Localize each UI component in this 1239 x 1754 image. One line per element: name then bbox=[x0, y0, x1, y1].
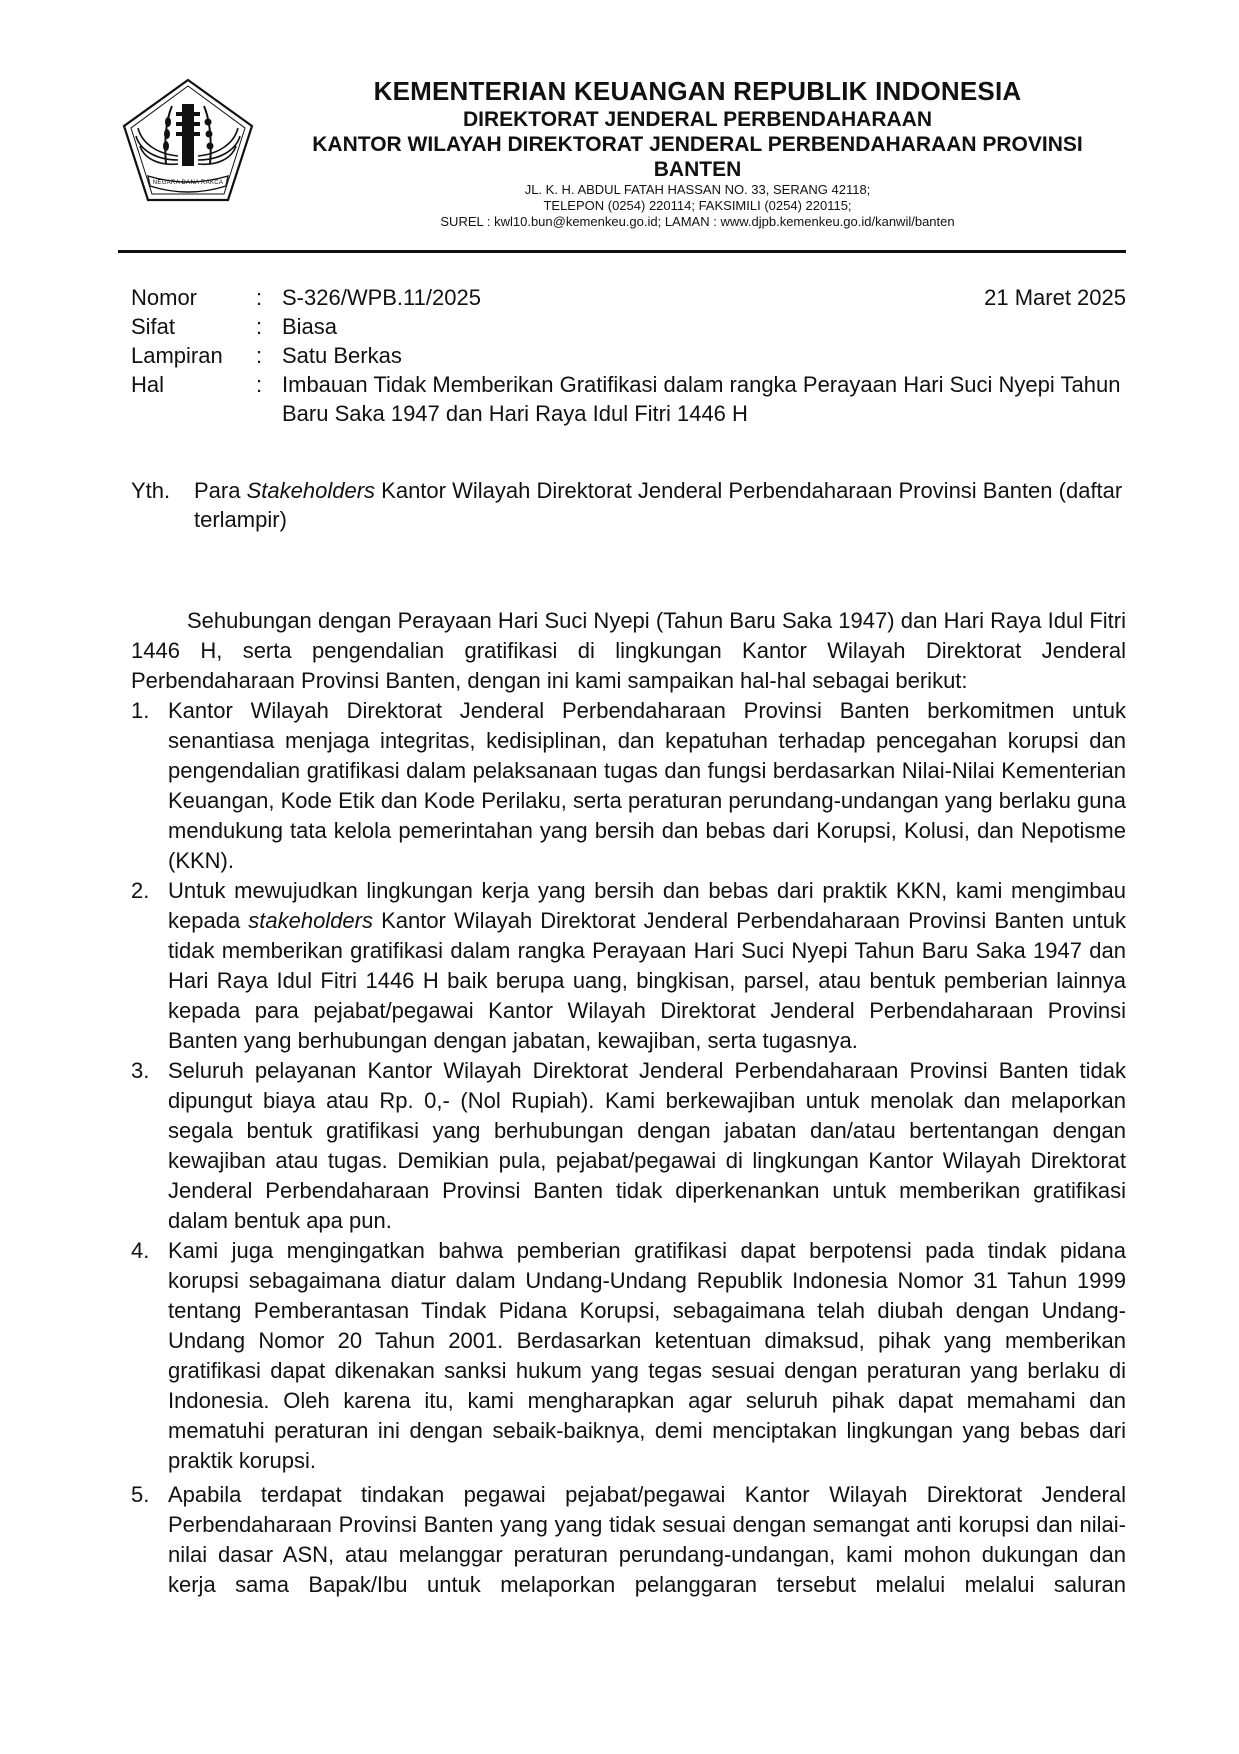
hal-value: Imbauan Tidak Memberikan Gratifikasi dalam rangka Perayaan Hari Suci Nyepi Tahun Baru Saka 1947 dan Hari Raya Idul Fitri 1446 H bbox=[282, 372, 1121, 426]
list-item-text: Kantor Wilayah Direktorat Jenderal Perbendaharaan Provinsi Banten berkomitmen untuk senantiasa menjaga integritas, kedisiplinan, dan kepatuhan terhadap pencegahan korupsi dan pengendalian gratifikasi dalam pelaksanaan tugas dan fungsi berdasarkan Nilai-Nilai Kementerian Keuangan, Kode Etik dan Kode Perilaku, serta peraturan perundang-undangan yang berlaku guna mendukung tata kelola pemerintahan yang bersih dan bebas dari Korupsi, Kolusi, dan Nepotisme (KKN). bbox=[168, 698, 1126, 873]
list-item-number: 5. bbox=[131, 1482, 150, 1507]
hal-row bbox=[131, 370, 1126, 428]
list-item bbox=[131, 876, 1126, 1056]
office-name-line2: BANTEN bbox=[653, 158, 742, 181]
recipient-label: Yth. bbox=[131, 478, 171, 503]
nomor-value: S-326/WPB.11/2025 bbox=[282, 285, 481, 310]
directorate-name: DIREKTORAT JENDERAL PERBENDAHARAAN bbox=[462, 108, 933, 131]
recipient-text bbox=[194, 476, 1126, 534]
letterhead bbox=[270, 76, 1125, 230]
numbered-list bbox=[131, 696, 1126, 1600]
recipient-rest: Kantor Wilayah Direktorat Jenderal Perbendaharaan Provinsi Banten (daftar terlampir) bbox=[194, 478, 1123, 532]
list-item-text bbox=[168, 876, 1126, 1056]
list-item-text: Seluruh pelayanan Kantor Wilayah Direktorat Jenderal Perbendaharaan Provinsi Banten tidak dipungut biaya atau Rp. 0,- (Nol Rupiah). Kami berkewajiban untuk menolak dan melaporkan segala bentuk gratifikasi yang berhubungan dengan jabatan dan/atau bertentangan dengan kewajiban atau tugas. Demikian pula, pejabat/pegawai di lingkungan Kantor Wilayah Direktorat Jenderal Perbendaharaan Provinsi Banten tidak diperkenankan untuk memberikan gratifikasi dalam bentuk apa pun. bbox=[168, 1058, 1126, 1233]
letter-body bbox=[131, 606, 1126, 1600]
list-item-text-a: Untuk mewujudkan lingkungan kerja yang bersih dan bebas dari praktik KKN, kami mengimbau kepada bbox=[168, 878, 1126, 933]
list-item bbox=[131, 1480, 1126, 1600]
nomor-label: Nomor bbox=[131, 285, 198, 310]
nomor-row bbox=[131, 283, 1126, 312]
list-item-number: 1. bbox=[131, 698, 150, 723]
lampiran-value: Satu Berkas bbox=[282, 343, 402, 368]
list-item-text: Apabila terdapat tindakan pegawai pejabat/pegawai Kantor Wilayah Direktorat Jenderal Perbendaharaan Provinsi Banten yang yang tidak sesuai dengan semangat anti korupsi dan nilai-nilai dasar ASN, atau melanggar peraturan perundang-undangan, kami mohon dukungan dan kerja sama Bapak/Ibu untuk melaporkan pelanggaran tersebut melalui melalui saluran bbox=[168, 1482, 1126, 1597]
colon: : bbox=[256, 314, 263, 339]
recipient-stakeholders: Stakeholders bbox=[246, 478, 376, 503]
list-item-number: 4. bbox=[131, 1238, 150, 1263]
recipient-block bbox=[131, 476, 1126, 534]
colon: : bbox=[256, 285, 263, 310]
intro-paragraph: Sehubungan dengan Perayaan Hari Suci Nyepi (Tahun Baru Saka 1947) dan Hari Raya Idul Fitri 1446 H, serta pengendalian gratifikasi di lingkungan Kantor Wilayah Direktorat Jenderal Perbendaharaan Provinsi Banten, dengan ini kami sampaikan hal-hal sebagai berikut: bbox=[131, 608, 1126, 693]
office-name-line1: KANTOR WILAYAH DIREKTORAT JENDERAL PERBENDAHARAAN PROVINSI bbox=[312, 133, 1083, 156]
letterhead-divider bbox=[118, 250, 1126, 253]
sifat-value: Biasa bbox=[282, 314, 338, 339]
list-item bbox=[131, 1056, 1126, 1236]
list-item-number: 2. bbox=[131, 878, 150, 903]
office-address: JL. K. H. ABDUL FATAH HASSAN NO. 33, SERANG 42118; bbox=[524, 182, 871, 197]
office-email-web: SUREL : kwl10.bun@kemenkeu.go.id; LAMAN : www.djpb.kemenkeu.go.id/kanwil/banten bbox=[440, 214, 955, 229]
list-item bbox=[131, 1236, 1126, 1476]
ministry-name: KEMENTERIAN KEUANGAN REPUBLIK INDONESIA bbox=[373, 76, 1022, 106]
list-item-number: 3. bbox=[131, 1058, 150, 1083]
letter-meta bbox=[131, 283, 1126, 428]
lampiran-label: Lampiran bbox=[131, 343, 223, 368]
list-item-stakeholders: stakeholders bbox=[248, 908, 373, 933]
colon: : bbox=[256, 343, 263, 368]
lampiran-row bbox=[131, 341, 1126, 370]
office-phone: TELEPON (0254) 220114; FAKSIMILI (0254) 220115; bbox=[543, 198, 852, 213]
recipient-prefix: Para bbox=[194, 478, 241, 503]
list-item-text-b: Kantor Wilayah Direktorat Jenderal Perbendaharaan Provinsi Banten untuk tidak memberikan gratifikasi dalam rangka Perayaan Hari Suci Nyepi Tahun Baru Saka 1947 dan Hari Raya Idul Fitri 1446 H baik berupa uang, bingkisan, parsel, atau bentuk pemberian lainnya kepada para pejabat/pegawai Kantor Wilayah Direktorat Jenderal Perbendaharaan Provinsi Banten yang berhubungan dengan jabatan, kewajiban, serta tugasnya. bbox=[168, 908, 1126, 1053]
letter-date: 21 Maret 2025 bbox=[984, 285, 1126, 310]
list-item bbox=[131, 696, 1126, 876]
sifat-row bbox=[131, 312, 1126, 341]
sifat-label: Sifat bbox=[131, 314, 176, 339]
hal-label: Hal bbox=[131, 372, 165, 397]
colon: : bbox=[256, 372, 263, 397]
list-item-text: Kami juga mengingatkan bahwa pemberian gratifikasi dapat berpotensi pada tindak pidana korupsi sebagaimana diatur dalam Undang-Undang Republik Indonesia Nomor 31 Tahun 1999 tentang Pemberantasan Tindak Pidana Korupsi, sebagaimana telah diubah dengan Undang-Undang Nomor 20 Tahun 2001. Berdasarkan ketentuan dimaksud, pihak yang memberikan gratifikasi dapat dikenakan sanksi hukum yang tegas sesuai dengan peraturan yang berlaku di Indonesia. Oleh karena itu, kami mengharapkan agar seluruh pihak dapat memahami dan mematuhi peraturan ini dengan sebaik-baiknya, demi menciptakan lingkungan yang bebas dari praktik korupsi. bbox=[168, 1238, 1126, 1473]
logo-ribbon-text: NEGARA DANA RAKCA bbox=[152, 180, 224, 186]
